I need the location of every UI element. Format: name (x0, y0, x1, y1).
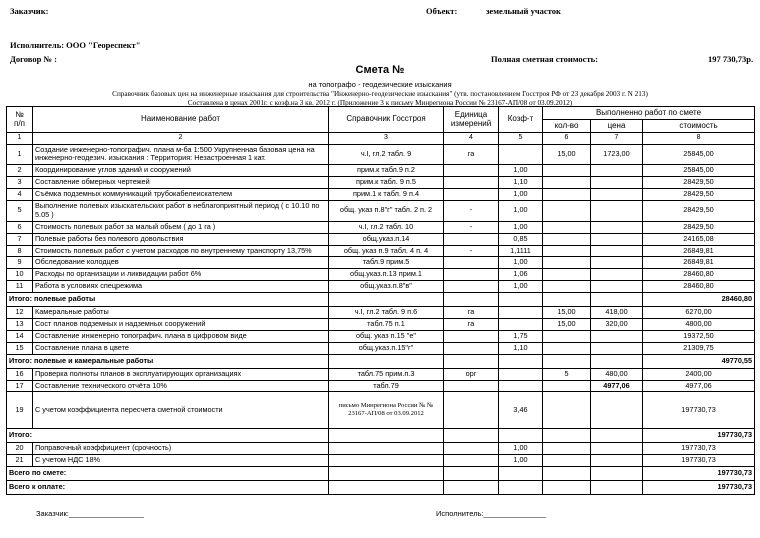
row-quantity-cell: 15,00 (543, 318, 591, 330)
row-unit-cell: - (444, 200, 499, 221)
total-row-qty-cell (543, 467, 591, 481)
table-total-row (7, 354, 755, 368)
row-cost-cell: 28460,80 (643, 269, 755, 281)
row-unit-cell (444, 189, 499, 201)
row-quantity-cell (543, 330, 591, 342)
row-number-cell: 2 (7, 165, 33, 177)
row-cost-cell: 197730,73 (643, 455, 755, 467)
total-row-qty-cell (543, 293, 591, 307)
table-total-row (7, 467, 755, 481)
row-price-cell (591, 189, 643, 201)
row-cost-cell: 28429,50 (643, 200, 755, 221)
row-name-cell: Проверка полноты планов в эксплуатирующих организациях (33, 368, 329, 380)
row-cost-cell: 21309,75 (643, 342, 755, 354)
row-number-cell: 10 (7, 269, 33, 281)
row-price-cell (591, 221, 643, 233)
row-name-cell: Камеральные работы (33, 307, 329, 319)
row-unit-cell (444, 281, 499, 293)
row-quantity-cell (543, 221, 591, 233)
row-name-cell: Поправочный коэффициент (срочность) (33, 443, 329, 455)
row-number-cell: 21 (7, 455, 33, 467)
row-coefficient-cell: 1,75 (499, 330, 543, 342)
col-header-unit-line1: Единица (454, 109, 488, 119)
table-row (7, 165, 755, 177)
table-row (7, 443, 755, 455)
row-unit-cell: га (444, 144, 499, 165)
total-row-price-cell (591, 293, 643, 307)
row-name-cell: Выполнение полевых изыскательских работ в неблагоприятный период ( с 10.10 по 5.05 ) (33, 200, 329, 221)
col-header-price: цена (591, 119, 643, 132)
col-header-unit-line2: измерений (450, 119, 492, 129)
col-header-unit (444, 107, 499, 133)
total-row-unit-cell (444, 293, 499, 307)
row-quantity-cell (543, 189, 591, 201)
row-coefficient-cell: 1,00 (499, 189, 543, 201)
col-header-number (7, 107, 33, 133)
row-price-cell (591, 165, 643, 177)
row-quantity-cell (543, 443, 591, 455)
total-row-cost: 49770,55 (643, 354, 755, 368)
row-coefficient-cell: 1,00 (499, 443, 543, 455)
row-unit-cell (444, 165, 499, 177)
page-subtitle: на топографо - геодезические изыскания (308, 80, 452, 89)
row-name-cell: Составление технического отчёта 10% (33, 380, 329, 392)
table-total-row (7, 293, 755, 307)
row-quantity-cell (543, 392, 591, 429)
total-row-reference-cell (329, 354, 444, 368)
total-row-cost: 197730,73 (643, 467, 755, 481)
table-row (7, 245, 755, 257)
table-row (7, 392, 755, 429)
col-header-reference: Справочник Госстроя (329, 107, 444, 133)
row-price-cell (591, 245, 643, 257)
col-header-number-line1: № (15, 109, 24, 119)
row-coefficient-cell (499, 368, 543, 380)
row-cost-cell: 26849,81 (643, 245, 755, 257)
row-coefficient-cell: 3,46 (499, 392, 543, 429)
table-row (7, 318, 755, 330)
total-row-price-cell (591, 481, 643, 495)
row-quantity-cell: 15,00 (543, 307, 591, 319)
row-quantity-cell (543, 269, 591, 281)
row-cost-cell: 25845,00 (643, 144, 755, 165)
row-unit-cell (444, 330, 499, 342)
row-coefficient-cell (499, 318, 543, 330)
row-price-cell (591, 443, 643, 455)
contractor-label: Исполнитель: ООО "Геореспект" (10, 40, 141, 50)
row-name-cell: С учетом НДС 18% (33, 455, 329, 467)
total-row-unit-cell (444, 429, 499, 443)
row-coefficient-cell: 1,1111 (499, 245, 543, 257)
col-index-2: 2 (33, 132, 329, 144)
row-number-cell: 9 (7, 257, 33, 269)
row-coefficient-cell: 1,06 (499, 269, 543, 281)
contract-number-label: Договор № : (10, 54, 57, 64)
col-header-name: Наименование работ (33, 107, 329, 133)
total-row-label: Итого: полевые и камеральные работы (7, 354, 329, 368)
table-body (7, 144, 755, 495)
total-row-coef-cell (499, 429, 543, 443)
document-header (6, 0, 754, 107)
col-index-4: 4 (444, 132, 499, 144)
total-row-coef-cell (499, 354, 543, 368)
row-number-cell: 5 (7, 200, 33, 221)
col-header-group-performed: Выполненно работ по смете (543, 107, 755, 120)
row-cost-cell: 4977,06 (643, 380, 755, 392)
col-index-5: 5 (499, 132, 543, 144)
total-row-label: Итого: (7, 429, 329, 443)
table-row (7, 200, 755, 221)
total-row-cost: 197730,73 (643, 429, 755, 443)
total-row-qty-cell (543, 354, 591, 368)
row-unit-cell (444, 443, 499, 455)
row-unit-cell (444, 269, 499, 281)
row-reference-cell: общ. указ п.15 "е" (329, 330, 444, 342)
total-row-label: Итого: полевые работы (7, 293, 329, 307)
total-row-coef-cell (499, 481, 543, 495)
row-reference-cell: общ. указ п.9 табл. 4 п. 4 (329, 245, 444, 257)
row-number-cell: 8 (7, 245, 33, 257)
row-unit-cell: га (444, 307, 499, 319)
row-unit-cell (444, 380, 499, 392)
column-number-row (7, 132, 755, 144)
row-price-cell: 480,00 (591, 368, 643, 380)
row-unit-cell (444, 455, 499, 467)
total-row-reference-cell (329, 467, 444, 481)
contractor-signature-line: Исполнитель:_______________ (436, 509, 547, 519)
total-row-label: Всего к оплате: (7, 481, 329, 495)
row-unit-cell (444, 233, 499, 245)
row-unit-cell: орг (444, 368, 499, 380)
col-index-3: 3 (329, 132, 444, 144)
row-cost-cell: 19372,50 (643, 330, 755, 342)
total-row-label: Всего по смете: (7, 467, 329, 481)
row-number-cell: 19 (7, 392, 33, 429)
row-price-cell (591, 269, 643, 281)
row-number-cell: 3 (7, 177, 33, 189)
row-reference-cell (329, 455, 444, 467)
col-header-coefficient: Козф-т (499, 107, 543, 133)
row-cost-cell: 28429,50 (643, 221, 755, 233)
row-name-cell: Составление обмерных чертежей (33, 177, 329, 189)
row-name-cell: Сост планов подземных и надземных сооружений (33, 318, 329, 330)
row-name-cell: Координирование углов зданий и сооружений (33, 165, 329, 177)
row-quantity-cell: 15,00 (543, 144, 591, 165)
row-unit-cell (444, 392, 499, 429)
row-quantity-cell (543, 165, 591, 177)
table-row (7, 307, 755, 319)
row-quantity-cell (543, 233, 591, 245)
row-unit-cell (444, 257, 499, 269)
table-row (7, 380, 755, 392)
table-total-row (7, 481, 755, 495)
object-value: земельный участок (486, 6, 561, 16)
row-cost-cell: 197730,73 (643, 392, 755, 429)
total-row-price-cell (591, 467, 643, 481)
row-unit-cell: - (444, 245, 499, 257)
row-unit-cell (444, 177, 499, 189)
row-name-cell: Составление инженерно топографич. плана в цифровом виде (33, 330, 329, 342)
row-price-cell (591, 281, 643, 293)
table-row (7, 269, 755, 281)
row-cost-cell: 197730,73 (643, 443, 755, 455)
row-coefficient-cell: 1,10 (499, 342, 543, 354)
row-coefficient-cell: 1,00 (499, 257, 543, 269)
table-row (7, 144, 755, 165)
row-reference-cell: общ.указ.п.15"г" (329, 342, 444, 354)
col-index-7: 7 (591, 132, 643, 144)
col-index-6: 6 (543, 132, 591, 144)
page-title: Смета № (355, 64, 405, 76)
row-name-cell: С учетом коэффициента пересчета сметной стоимости (33, 392, 329, 429)
signature-block (6, 509, 754, 529)
row-coefficient-cell: 1,00 (499, 200, 543, 221)
row-cost-cell: 28460,80 (643, 281, 755, 293)
total-row-unit-cell (444, 481, 499, 495)
row-cost-cell: 24165,08 (643, 233, 755, 245)
table-row (7, 189, 755, 201)
row-name-cell: Работа в условиях спецрежима (33, 281, 329, 293)
row-number-cell: 16 (7, 368, 33, 380)
row-reference-cell: письмо Минрегиона России № № 23167-АП/08 от 03.09.2012 (329, 392, 444, 429)
row-quantity-cell (543, 455, 591, 467)
row-quantity-cell: 5 (543, 368, 591, 380)
total-row-price-cell (591, 429, 643, 443)
total-row-reference-cell (329, 429, 444, 443)
row-number-cell: 7 (7, 233, 33, 245)
row-price-cell (591, 342, 643, 354)
row-reference-cell: общ.указ.п.14 (329, 233, 444, 245)
row-coefficient-cell: 0,85 (499, 233, 543, 245)
row-unit-cell (444, 342, 499, 354)
table-row (7, 257, 755, 269)
row-unit-cell: га (444, 318, 499, 330)
estimate-table (6, 106, 755, 495)
row-quantity-cell (543, 177, 591, 189)
row-number-cell: 13 (7, 318, 33, 330)
row-name-cell: Стоимость полевых работ с учетом расходов по внутреннему транспорту 13,75% (33, 245, 329, 257)
row-number-cell: 15 (7, 342, 33, 354)
row-quantity-cell (543, 380, 591, 392)
row-price-cell (591, 177, 643, 189)
row-reference-cell: общ.указ.п.8"в" (329, 281, 444, 293)
reference-note-2: Составлена в ценах 2001г. с коэф.на 3 кв. 2012 г. (Приложение 3 к письму Минрегиона России № 23167-АП/08 от 03.09.2012) (187, 99, 573, 107)
row-reference-cell: общ. указ п.8"г" табл. 2 п. 2 (329, 200, 444, 221)
total-row-qty-cell (543, 429, 591, 443)
row-price-cell: 4977,06 (591, 380, 643, 392)
full-cost-value: 197 730,73р. (708, 54, 754, 64)
row-reference-cell: ч.I, гл.2 табл. 9 (329, 144, 444, 165)
row-cost-cell: 28429,50 (643, 189, 755, 201)
row-reference-cell: прим.к табл. 9 п.5 (329, 177, 444, 189)
row-reference-cell: табл.79 (329, 380, 444, 392)
row-price-cell (591, 455, 643, 467)
row-coefficient-cell (499, 380, 543, 392)
row-reference-cell: прим.к табл.9 п.2 (329, 165, 444, 177)
row-cost-cell: 6270,00 (643, 307, 755, 319)
total-row-reference-cell (329, 293, 444, 307)
row-coefficient-cell: 1,10 (499, 177, 543, 189)
row-price-cell: 1723,00 (591, 144, 643, 165)
row-coefficient-cell: 1,00 (499, 165, 543, 177)
row-coefficient-cell (499, 307, 543, 319)
total-row-qty-cell (543, 481, 591, 495)
col-header-quantity: кол-во (543, 119, 591, 132)
row-quantity-cell (543, 200, 591, 221)
row-number-cell: 4 (7, 189, 33, 201)
total-row-unit-cell (444, 467, 499, 481)
table-total-row (7, 429, 755, 443)
row-reference-cell: табл.75 п.1 (329, 318, 444, 330)
row-name-cell: Полевые работы без полевого довольствия (33, 233, 329, 245)
row-reference-cell (329, 443, 444, 455)
row-coefficient-cell (499, 144, 543, 165)
col-index-8: 8 (643, 132, 755, 144)
col-header-number-line2: п/п (14, 119, 25, 129)
row-price-cell: 418,00 (591, 307, 643, 319)
total-row-coef-cell (499, 293, 543, 307)
row-price-cell (591, 200, 643, 221)
row-coefficient-cell: 1,00 (499, 281, 543, 293)
col-index-1: 1 (7, 132, 33, 144)
row-coefficient-cell: 1,00 (499, 455, 543, 467)
table-row (7, 233, 755, 245)
row-reference-cell: табл.75 прим.п.3 (329, 368, 444, 380)
row-reference-cell: прим.1 к табл. 9 п.4 (329, 189, 444, 201)
row-cost-cell: 25845,00 (643, 165, 755, 177)
table-row (7, 330, 755, 342)
row-price-cell: 320,00 (591, 318, 643, 330)
row-name-cell: Стоимость полевых работ за малый обьем ( до 1 га ) (33, 221, 329, 233)
total-row-reference-cell (329, 481, 444, 495)
customer-signature-line: Заказчик:__________________ (36, 509, 144, 519)
row-quantity-cell (543, 342, 591, 354)
row-cost-cell: 2400,00 (643, 368, 755, 380)
row-name-cell: Расходы по организации и ликвидации работ 6% (33, 269, 329, 281)
row-quantity-cell (543, 257, 591, 269)
row-price-cell (591, 257, 643, 269)
row-number-cell: 14 (7, 330, 33, 342)
row-cost-cell: 26849,81 (643, 257, 755, 269)
table-row (7, 177, 755, 189)
row-quantity-cell (543, 281, 591, 293)
row-name-cell: Создание инженерно-топографич. плана м-ба 1:500 Укрупненная базовая цена на инженерно-геодезич. изыскания : Территория: Незастроенная 1 кат. (33, 144, 329, 165)
table-row (7, 342, 755, 354)
row-number-cell: 1 (7, 144, 33, 165)
row-reference-cell: ч.I, гл.2 табл. 9 п.6 (329, 307, 444, 319)
row-coefficient-cell: 1,00 (499, 221, 543, 233)
row-reference-cell: табл.9 прим.5 (329, 257, 444, 269)
row-number-cell: 20 (7, 443, 33, 455)
col-header-cost: стоимость (643, 119, 755, 132)
row-name-cell: Обследование колодцев (33, 257, 329, 269)
customer-label: Заказчик: (10, 6, 49, 16)
total-row-cost: 197730,73 (643, 481, 755, 495)
row-price-cell (591, 330, 643, 342)
row-cost-cell: 4800,00 (643, 318, 755, 330)
row-number-cell: 17 (7, 380, 33, 392)
total-row-cost: 28460,80 (643, 293, 755, 307)
total-row-coef-cell (499, 467, 543, 481)
full-cost-label: Полная сметная стоимость: (491, 54, 598, 64)
table-header (7, 107, 755, 145)
total-row-unit-cell (444, 354, 499, 368)
reference-note-1: Справочник базовых цен на инженерные изыскания для строительства "Инженерно-геодезические изыскания" (утв. постановлением Госстроя РФ от 23 декабря 2003 г. N 213) (112, 90, 648, 98)
row-unit-cell: - (444, 221, 499, 233)
total-row-price-cell (591, 354, 643, 368)
row-price-cell (591, 392, 643, 429)
table-row (7, 368, 755, 380)
row-reference-cell: общ.указ.п.13 прим.1 (329, 269, 444, 281)
row-name-cell: Составление плана в цвете (33, 342, 329, 354)
row-quantity-cell (543, 245, 591, 257)
row-price-cell (591, 233, 643, 245)
row-reference-cell: ч.I, гл.2 табл. 10 (329, 221, 444, 233)
row-name-cell: Съёмка подземных коммуникаций трубокабелеискателем (33, 189, 329, 201)
table-row (7, 221, 755, 233)
row-number-cell: 11 (7, 281, 33, 293)
row-number-cell: 12 (7, 307, 33, 319)
object-label: Объект: (426, 6, 458, 16)
row-cost-cell: 28429,50 (643, 177, 755, 189)
table-row (7, 455, 755, 467)
table-row (7, 281, 755, 293)
row-number-cell: 6 (7, 221, 33, 233)
